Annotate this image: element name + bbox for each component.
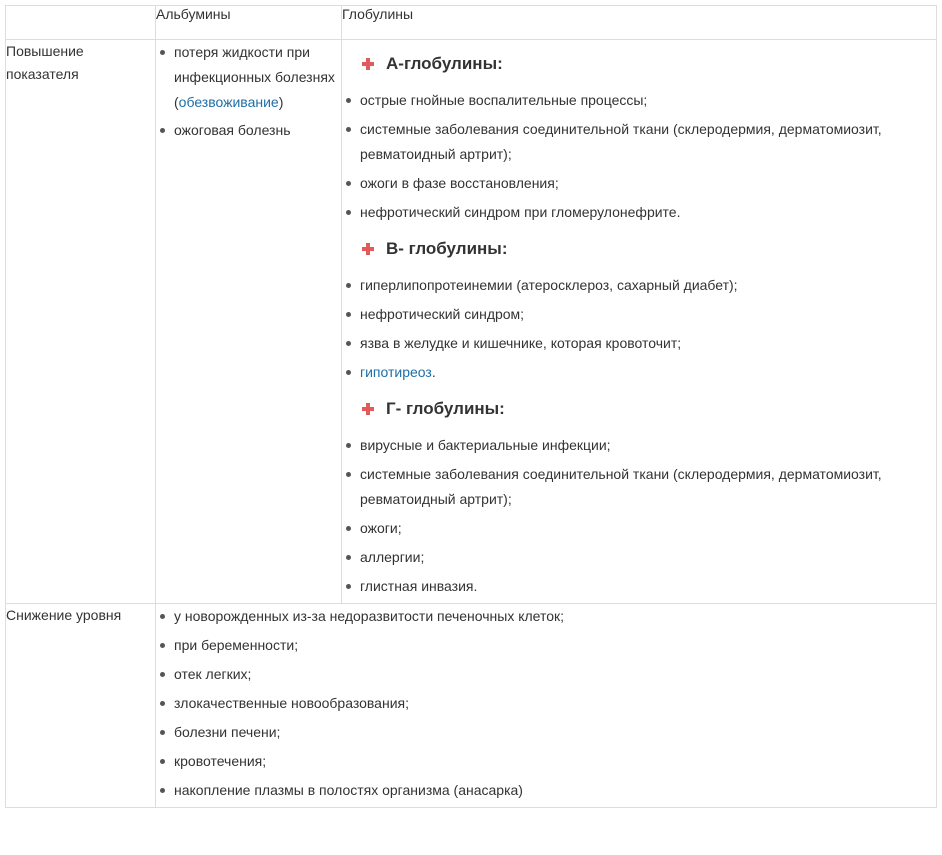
header-globulins: Глобулины — [342, 6, 937, 40]
table-row-decrease — [6, 604, 937, 808]
list-item: ожоги в фазе восстановления; — [342, 171, 936, 196]
list-item-text: ) — [278, 94, 284, 110]
table-header-row — [6, 6, 937, 40]
row-label-increase: Повышение показателя — [6, 40, 156, 604]
list-item — [342, 360, 936, 385]
heading-text: А-глобулины: — [386, 54, 503, 73]
list-item: вирусные и бактериальные инфекции; — [342, 433, 936, 458]
albumins-increase-list — [156, 40, 341, 143]
globulins-increase-cell — [342, 40, 937, 604]
list-item: гиперлипопротеинемии (атеросклероз, сахарный диабет); — [342, 273, 936, 298]
heading-text: Г- глобулины: — [386, 399, 505, 418]
b-globulins-heading — [342, 237, 936, 261]
list-item-text: потеря жидкости при инфекционных болезнях ( — [174, 44, 335, 110]
list-item: кровотечения; — [156, 749, 936, 774]
plus-icon — [362, 58, 374, 70]
list-item — [156, 40, 341, 115]
list-item: острые гнойные воспалительные процессы; — [342, 88, 936, 113]
list-item: системные заболевания соединительной ткани (склеродермия, дерматомиозит, ревматоидный артрит); — [342, 462, 936, 512]
list-item: болезни печени; — [156, 720, 936, 745]
list-item: нефротический синдром при гломерулонефрите. — [342, 200, 936, 225]
table-row-increase — [6, 40, 937, 604]
decrease-cell — [156, 604, 937, 808]
list-item: системные заболевания соединительной ткани (склеродермия, дерматомиозит, ревматоидный артрит); — [342, 117, 936, 167]
g-globulins-heading — [342, 397, 936, 421]
dehydration-link[interactable]: обезвоживание — [178, 94, 279, 110]
list-item: злокачественные новообразования; — [156, 691, 936, 716]
albumins-increase-cell — [156, 40, 342, 604]
decrease-list — [156, 604, 936, 803]
header-empty-cell — [6, 6, 156, 40]
list-item: язва в желудке и кишечнике, которая кровоточит; — [342, 331, 936, 356]
list-item: отек легких; — [156, 662, 936, 687]
a-globulins-heading — [342, 52, 936, 76]
list-item: при беременности; — [156, 633, 936, 658]
list-item: аллергии; — [342, 545, 936, 570]
plus-icon — [362, 243, 374, 255]
list-item-text: . — [431, 364, 436, 380]
g-globulins-list — [342, 433, 936, 599]
heading-text: В- глобулины: — [386, 239, 508, 258]
header-albumins: Альбумины — [156, 6, 342, 40]
list-item: ожоги; — [342, 516, 936, 541]
list-item: ожоговая болезнь — [156, 118, 341, 143]
hypothyroidism-link[interactable]: гипотиреоз — [360, 364, 432, 380]
list-item: нефротический синдром; — [342, 302, 936, 327]
a-globulins-list — [342, 88, 936, 225]
list-item: у новорожденных из-за недоразвитости печеночных клеток; — [156, 604, 936, 629]
list-item: накопление плазмы в полостях организма (анасарка) — [156, 778, 936, 803]
row-label-decrease: Снижение уровня — [6, 604, 156, 808]
comparison-table — [5, 5, 937, 808]
plus-icon — [362, 403, 374, 415]
list-item: глистная инвазия. — [342, 574, 936, 599]
b-globulins-list — [342, 273, 936, 385]
